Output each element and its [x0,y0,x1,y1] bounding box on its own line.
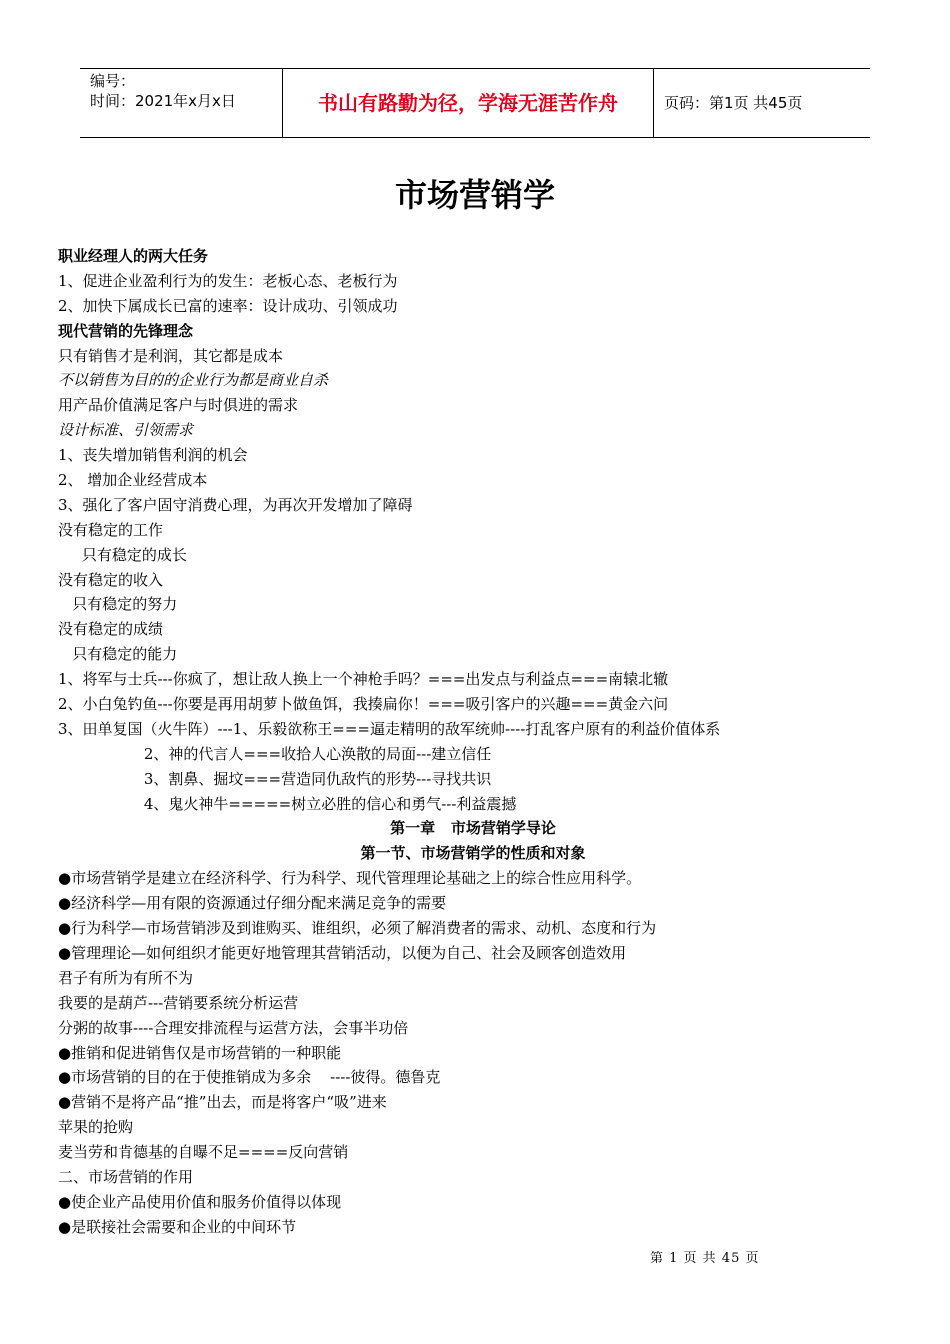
text-line: 没有稳定的成绩 [58,620,164,639]
text-line: 3、割鼻、掘坟===营造同仇敌忾的形势---寻找共识 [58,769,492,788]
text-line: 只有稳定的能力 [58,645,178,664]
page-header [80,68,870,138]
text-line: 1、丧失增加销售利润的机会 [58,446,248,465]
text-line: 1、将军与士兵---你疯了，想让敌人换上一个神枪手吗？===出发点与利益点===南辕北辙 [58,670,669,689]
bullet-line: ●是联接社会需要和企业的中间环节 [58,1217,297,1236]
text-line: 君子有所为有所不为 [58,968,194,987]
text-line: 二、市场营销的作用 [58,1167,194,1186]
text-line: 1、促进企业盈利行为的发生：老板心态、老板行为 [58,271,398,290]
text-line: 用产品价值满足客户与时俱进的需求 [58,396,299,415]
document-body [58,244,888,1240]
italic-line: 不以销售为目的的企业行为都是商业自杀 [58,371,329,390]
text-line: 2、神的代言人===收拾人心涣散的局面---建立信任 [58,744,492,763]
section-subheading: 第一节、市场营销学的性质和对象 [360,844,586,863]
text-line: 没有稳定的工作 [58,520,164,539]
bullet-line: ●管理理论—如何组织才能更好地管理其营销活动，以便为自己、社会及顾客创造效用 [58,943,627,962]
bullet-line: ●经济科学—用有限的资源通过仔细分配来满足竞争的需要 [58,894,447,913]
header-number-label: 编号： [90,72,136,90]
bullet-line: ●营销不是将产品“推”出去，而是将客户“吸”进来 [58,1093,387,1112]
text-line: 没有稳定的收入 [58,570,164,589]
document-title: 市场营销学 [394,176,555,214]
section-heading: 现代营销的先锋理念 [58,321,194,340]
header-motto: 书山有路勤为径，学海无涯苦作舟 [282,69,654,137]
text-line: 只有稳定的成长 [58,545,187,564]
text-line: 2、小白兔钓鱼---你要是再用胡萝卜做鱼饵，我揍扁你！===吸引客户的兴趣===黄金六问 [58,695,669,714]
text-line: 麦当劳和肯德基的自曝不足====反向营销 [58,1143,349,1162]
text-line: 我要的是葫芦---营销要系统分析运营 [58,993,299,1012]
text-line: 只有销售才是利润，其它都是成本 [58,346,284,365]
bullet-line: ●市场营销的目的在于使推销成为多余 ----彼得。德鲁克 [58,1068,441,1087]
text-line: 苹果的抢购 [58,1118,134,1137]
page-footer: 第 1 页 共 45 页 [650,1251,760,1266]
text-line: 4、鬼火神牛=====树立必胜的信心和勇气---利益震撼 [58,794,517,813]
text-line: 3、强化了客户固守消费心理，为再次开发增加了障碍 [58,495,413,514]
section-heading: 职业经理人的两大任务 [58,247,209,265]
text-line: 2、 增加企业经营成本 [58,471,208,490]
chapter-heading: 第一章 市场营销学导论 [390,819,556,838]
text-line: 2、加快下属成长已富的速率：设计成功、引领成功 [58,296,398,315]
header-time-label: 时间：2021年x月x日 [90,92,236,110]
bullet-line: ●推销和促进销售仅是市场营销的一种职能 [58,1043,342,1062]
text-line: 只有稳定的努力 [58,595,178,614]
text-line: 分粥的故事----合理安排流程与运营方法，会事半功倍 [58,1018,409,1037]
italic-line: 设计标准、引领需求 [58,421,194,440]
bullet-line: ●使企业产品使用价值和服务价值得以体现 [58,1192,342,1211]
header-page-info: 页码：第1页 共45页 [664,94,803,112]
text-line: 3、田单复国（火牛阵）---1、乐毅欲称王===逼走精明的敌军统帅----打乱客户原有的利益价值体系 [58,719,721,738]
header-meta [80,69,282,137]
bullet-line: ●市场营销学是建立在经济科学、行为科学、现代管理理论基础之上的综合性应用科学。 [58,869,642,888]
bullet-line: ●行为科学—市场营销涉及到谁购买、谁组织，必须了解消费者的需求、动机、态度和行为 [58,919,657,938]
